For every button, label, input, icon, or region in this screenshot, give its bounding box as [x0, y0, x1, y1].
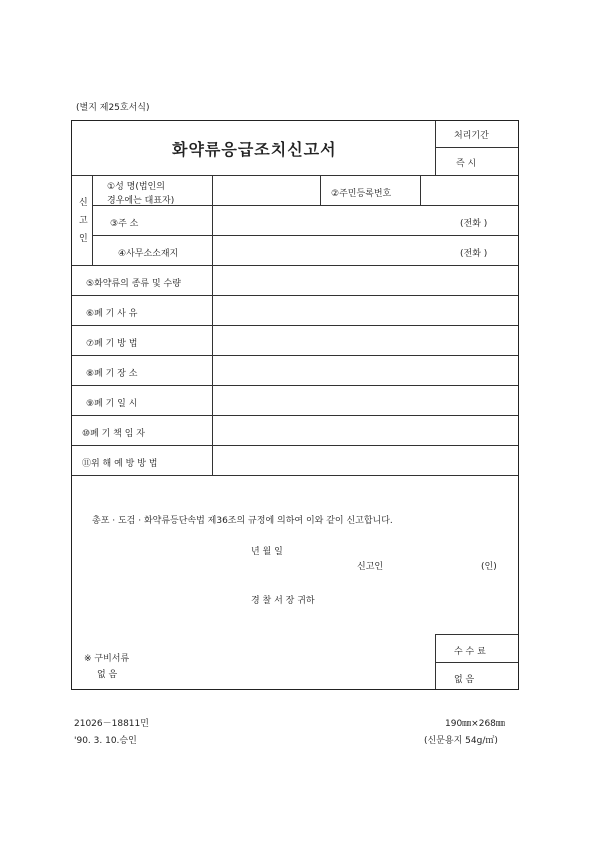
declaration-date: 년 월 일	[251, 547, 283, 557]
office-location-label: ④사무소소재지	[118, 249, 179, 259]
divider-label-v	[212, 176, 213, 475]
name-label-line1: ①성 명(법인의	[107, 182, 165, 192]
hazard-prevention-label: ⑪위 해 예 방 방 법	[82, 459, 158, 469]
required-documents-label: ※ 구비서류	[84, 654, 130, 664]
divider-resident-v2	[420, 176, 421, 205]
required-documents-value: 없 음	[97, 670, 118, 680]
address-label: ③주 소	[110, 219, 139, 229]
divider-processing	[435, 147, 518, 148]
divider-row8	[72, 415, 518, 416]
form-title: 화약류응급조치신고서	[172, 140, 337, 159]
divider-fee-v	[435, 634, 436, 689]
divider-resident-v1	[320, 176, 321, 205]
explosive-type-label: ⑤화약류의 종류 및 수량	[86, 279, 181, 289]
divider-row4	[72, 295, 518, 296]
reporter-signature-label: 신고인	[357, 562, 384, 572]
divider-row9	[72, 445, 518, 446]
divider-row7	[72, 385, 518, 386]
divider-header	[72, 175, 518, 176]
disposal-datetime-label: ⑨폐 기 일 시	[86, 399, 138, 409]
resident-number-label: ②주민등록번호	[331, 189, 392, 199]
recipient-label: 경 찰 서 장 귀하	[251, 596, 315, 606]
declaration-statement: 총포 · 도검 · 화약류등단속법 제36조의 규정에 의하여 이와 같이 신고합니다.	[92, 516, 393, 526]
divider-row10	[72, 475, 518, 476]
divider-row6	[72, 355, 518, 356]
address-phone: (전화 )	[460, 219, 488, 229]
disposal-reason-label: ⑥폐 기 사 유	[86, 309, 138, 319]
divider-group-v	[92, 176, 93, 265]
divider-row5	[72, 325, 518, 326]
divider-processing-v	[435, 121, 436, 175]
paper-size: 190㎜×268㎜	[445, 719, 505, 729]
disposal-place-label: ⑧폐 기 장 소	[86, 369, 138, 379]
disposal-method-label: ⑦폐 기 방 법	[86, 339, 138, 349]
office-phone: (전화 )	[460, 249, 488, 259]
form-number-label: (별지 제25호서식)	[76, 103, 150, 113]
divider-row3	[72, 265, 518, 266]
processing-period-label: 처리기간	[454, 131, 489, 141]
divider-row2	[92, 235, 518, 236]
divider-fee-top	[435, 634, 518, 635]
processing-period-value: 즉 시	[456, 159, 477, 169]
reporter-char-1: 신	[79, 198, 88, 208]
form-code: 21026－18811민	[74, 719, 149, 729]
disposal-manager-label: ⑩폐 기 책 임 자	[82, 429, 145, 439]
approval-date: '90. 3. 10.승인	[74, 736, 137, 746]
seal-mark: (인)	[481, 562, 497, 572]
fee-value: 없 음	[454, 675, 475, 685]
name-label-line2: 경우에는 대표자)	[107, 196, 175, 206]
reporter-char-2: 고	[79, 216, 88, 226]
divider-fee	[435, 662, 518, 663]
fee-label: 수 수 료	[454, 647, 486, 657]
paper-type: (신문용지 54g/㎡)	[424, 736, 498, 746]
reporter-char-3: 인	[79, 234, 88, 244]
